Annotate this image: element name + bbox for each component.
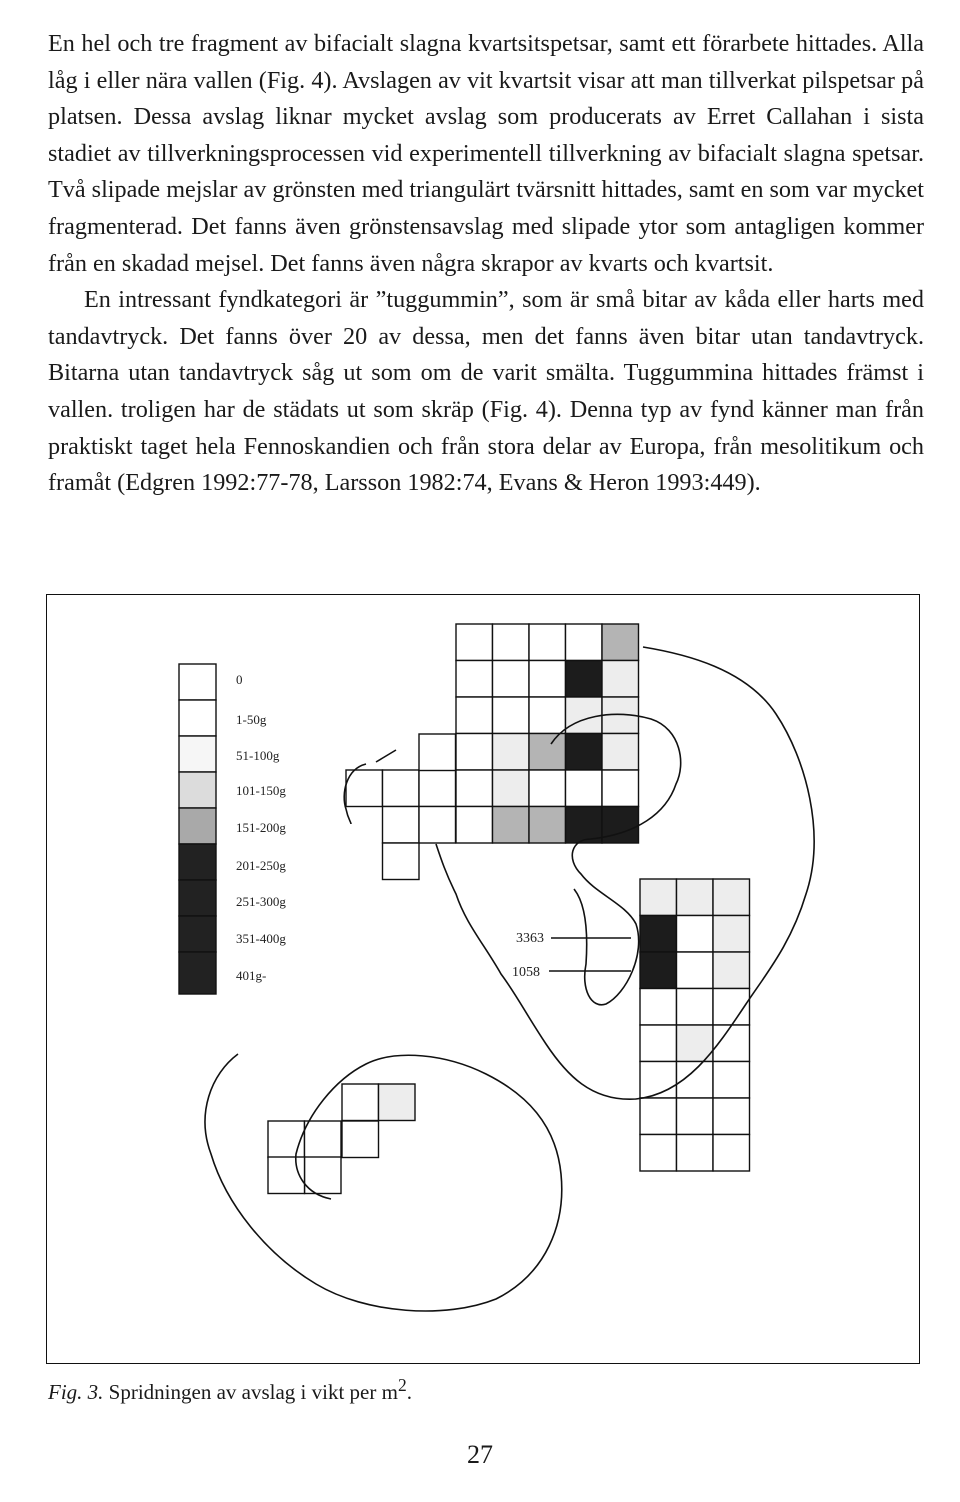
grid-square (529, 770, 566, 807)
legend-label: 351-400g (236, 931, 286, 946)
paragraph: En hel och tre fragment av bifacialt slagna kvartsitspetsar, samt ett förarbete hittades. Alla låg i eller nära vallen (Fig. 4). Avslagen av vit kvartsit visar att man tillverkat pilspetsar på platsen. Dessa avslag liknar mycket avslag som producerats av Erret Callahan i sista stadiet av tillverkningsprocessen vid experimentell tillverkning av bifacialt slagna spetsar. Två slipade mejslar av grönsten med triangulärt tvärsnitt hittades, samt en som var mycket fragmenterad. Det fanns även grönstensavslag med slipade ytor som antagligen kommer från en skadad mejsel. Det fanns även några skrapor av kvarts och kvartsit. (48, 30, 924, 277)
grid-square (677, 1135, 714, 1172)
grid-square (713, 952, 750, 989)
caption-end: . (406, 1380, 412, 1404)
value-label: 1058 (512, 965, 540, 980)
grid-square (677, 989, 714, 1026)
grid-square (640, 952, 677, 989)
grid-square (456, 661, 493, 698)
grid-square (456, 734, 493, 771)
grid-square (602, 734, 639, 771)
grid-square (493, 661, 530, 698)
page-number: 27 (467, 1440, 493, 1469)
body-text (48, 26, 924, 502)
grid-square (529, 624, 566, 661)
tick-mark (376, 750, 396, 762)
legend-label: 51-100g (236, 748, 280, 763)
grid-square (640, 879, 677, 916)
grid-square (713, 916, 750, 953)
grid-square (640, 1062, 677, 1099)
legend-label: 101-150g (236, 783, 286, 798)
grid-square (640, 1135, 677, 1172)
legend-label: 151-200g (236, 820, 286, 835)
legend-swatch (179, 664, 216, 700)
grid-square (566, 734, 603, 771)
grid-square (677, 879, 714, 916)
grid-square (713, 1098, 750, 1135)
grid-square (493, 770, 530, 807)
figure-caption (48, 1375, 412, 1405)
paragraph: En intressant fyndkategori är ”tuggummin”, som är små bitar av kåda eller harts med tandavtryck. Det fanns över 20 av dessa, men det fanns även bitar utan tandavtryck. Bitarna utan tandavtryck såg ut som om de varit smälta. Tuggummina hittades främst i vallen. troligen har de städats ut som skräp (Fig. 4). Denna typ av fynd känner man från praktiskt taget hela Fennoskandien och från stora delar av Europa, från mesolitikum och framåt (Edgren 1992:77-78, Larsson 1982:74, Evans & Heron 1993:449). (48, 286, 924, 497)
grid-square (342, 1084, 379, 1121)
grid-square (566, 697, 603, 734)
grid-square (383, 807, 420, 844)
grid-square (566, 624, 603, 661)
legend-swatch (179, 736, 216, 772)
grid-square (713, 1135, 750, 1172)
grid-square (342, 1121, 379, 1158)
legend-swatch (179, 808, 216, 844)
grid-square (529, 807, 566, 844)
legend-swatch (179, 772, 216, 808)
grid-square (713, 1062, 750, 1099)
grid-square (456, 770, 493, 807)
grid-square (566, 770, 603, 807)
grid-square (305, 1157, 342, 1194)
grid-square (456, 697, 493, 734)
caption-text: Spridningen av avslag i vikt per m (108, 1380, 398, 1404)
grid-square (529, 661, 566, 698)
grid-square (493, 624, 530, 661)
excavation-grid (268, 624, 750, 1194)
grid-square (493, 734, 530, 771)
legend-swatch (179, 952, 216, 994)
caption-label: Fig. 3. (48, 1380, 104, 1404)
legend-label: 0 (236, 672, 243, 687)
distribution-map (46, 594, 920, 1364)
grid-square (713, 879, 750, 916)
grid-square (383, 770, 420, 807)
grid-square (566, 661, 603, 698)
grid-square (419, 807, 456, 844)
grid-square (602, 807, 639, 844)
grid-square (268, 1121, 305, 1158)
grid-square (529, 734, 566, 771)
value-label: 3363 (516, 931, 544, 946)
grid-square (640, 916, 677, 953)
legend-label: 251-300g (236, 894, 286, 909)
grid-square (677, 916, 714, 953)
grid-square (602, 770, 639, 807)
grid-square (640, 1025, 677, 1062)
grid-square (640, 989, 677, 1026)
grid-square (456, 624, 493, 661)
grid-square (493, 697, 530, 734)
legend-label: 1-50g (236, 712, 267, 727)
legend-swatch (179, 880, 216, 916)
grid-square (529, 697, 566, 734)
legend-swatches (179, 664, 216, 994)
grid-square (677, 952, 714, 989)
grid-square (419, 734, 456, 771)
legend-swatch (179, 844, 216, 880)
grid-square (493, 807, 530, 844)
legend-label: 401g- (236, 968, 267, 983)
grid-square (677, 1098, 714, 1135)
legend (179, 664, 286, 994)
grid-square (383, 843, 420, 880)
grid-square (602, 661, 639, 698)
grid-square (602, 624, 639, 661)
legend-swatch (179, 916, 216, 952)
grid-square (346, 770, 383, 807)
legend-swatch (179, 700, 216, 736)
grid-square (640, 1098, 677, 1135)
grid-square (379, 1084, 416, 1121)
caption-superscript: 2 (397, 1375, 407, 1395)
grid-square (419, 770, 456, 807)
legend-label: 201-250g (236, 858, 286, 873)
grid-square (305, 1121, 342, 1158)
grid-square (456, 807, 493, 844)
